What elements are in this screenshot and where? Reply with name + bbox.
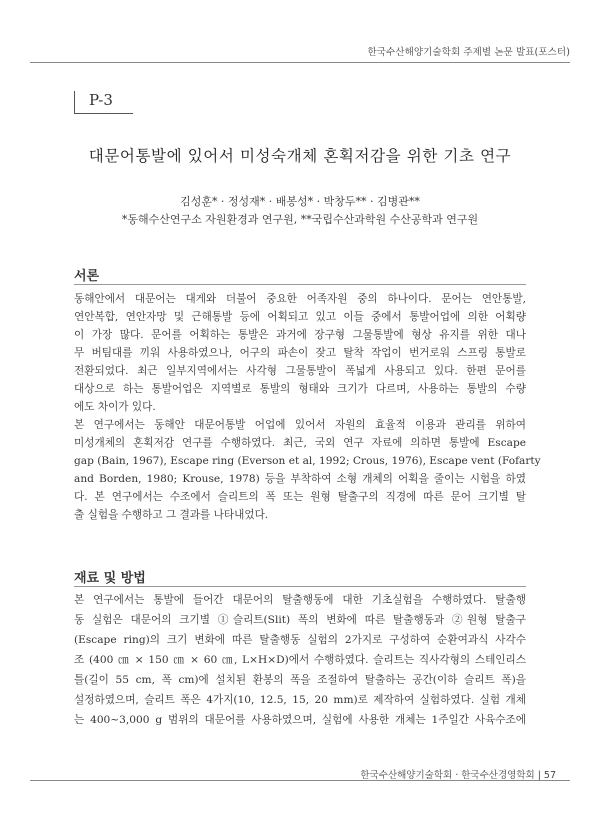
- paragraph-line: 조 (400 ㎝ × 150 ㎝ × 60 ㎝, L×H×D)에서 수행하였다. 슬리트는 직사각형의 스테인리스: [74, 654, 526, 666]
- section-rule: [74, 586, 526, 587]
- header-rule: [30, 62, 570, 63]
- section-rule: [74, 284, 526, 285]
- paragraph-line: gap (Bain, 1967), Escape ring (Everson et al, 1992; Crous, 1976), Escape vent (Fofarty: [74, 455, 541, 467]
- paragraph-line: 본 연구에서는 동해안 대문어통발 어업에 있어서 자원의 효율적 이용과 관리를 위하여: [74, 419, 526, 431]
- paragraph-line: 본 연구에서는 통발에 들어간 대문어의 탈출행동에 대한 기초실험을 수행하였다. 탈출행: [74, 594, 526, 606]
- paragraph-line: 무 버팀대를 끼워 사용하였으나, 어구의 파손이 잦고 탈착 작업이 번거로워 스프링 통발로: [74, 347, 526, 359]
- paragraph-line: 이 가장 많다. 문어를 어획하는 통발은 과거에 장구형 그물통발에 형상 유지를 위한 대나: [74, 329, 526, 341]
- paragraph-line: 틀(길이 55 cm, 폭 cm)에 설치된 환봉의 폭을 조절하여 탈출하는 공간(이하 슬리트 폭)을: [74, 674, 526, 686]
- footer-rule: [30, 780, 570, 781]
- paragraph-line: 동해안에서 대문어는 대게와 더불어 중요한 어족자원 중의 하나이다. 문어는 연안통발,: [74, 293, 526, 305]
- paragraph-line: 대상으로 하는 통발어업은 지역별로 통발의 형태와 크기가 다르며, 사용하는 통발의 수량: [74, 383, 526, 395]
- paragraph-line: (Escape ring)의 크기 변화에 따른 탈출행동 실험의 2가지로 구성하여 순환여과식 사각수: [74, 634, 526, 646]
- section-title-methods: 재료 및 방법: [74, 571, 146, 586]
- paragraph-line: 전환되었다. 최근 일부지역에서는 사각형 그물통발이 폭넓게 사용되고 있다. 한편 문어를: [74, 365, 526, 377]
- affiliation: *동해수산연구소 자원환경과 연구원, **국립수산과학원 수산공학과 연구원: [121, 213, 479, 226]
- running-header: 한국수산해양기술학회 주제별 논문 발표(포스터): [367, 47, 570, 58]
- paragraph-line: 는 400~3,000 g 범위의 대문어를 사용하였으며, 실험에 사용한 개체는 1주일간 사육수조에: [74, 714, 526, 726]
- paragraph-line: 다. 본 연구에서는 수조에서 슬리트의 폭 또는 원형 탈출구의 직경에 따른 문어 크기별 탈: [74, 491, 526, 503]
- paragraph-line: 미성개체의 혼획저감 연구를 수행하였다. 최근, 국외 연구 자료에 의하면 통발에 Escape: [74, 437, 526, 449]
- poster-label: [74, 91, 133, 114]
- paragraph-line: and Borden, 1980; Krouse, 1978) 등을 부착하여 소형 개체의 어획을 줄이는 시험을 하였: [74, 473, 526, 485]
- section-title-introduction: 서론: [74, 269, 100, 284]
- paragraph-line: 동 실험은 대문어의 크기별 ①슬리트(Slit) 폭의 변화에 따른 탈출행동과 ②원형 탈출구: [74, 614, 526, 626]
- author-list: 김성훈* · 정성재* · 배봉성* · 박창두** · 김병관**: [180, 195, 420, 208]
- paper-title: 대문어통발에 있어서 미성숙개체 혼획저감을 위한 기초 연구: [88, 147, 512, 165]
- paragraph-line: 에도 차이가 있다.: [74, 401, 156, 413]
- paragraph-line: 연안복합, 연안자망 및 근해통발 등에 어획되고 있고 이들 중에서 통발어업에 의한 어획량: [74, 311, 526, 323]
- poster-label-text: P-3: [89, 91, 113, 109]
- running-footer: 한국수산해양기술학회 · 한국수산경영학회 | 57: [360, 770, 556, 781]
- paragraph-line: 설정하였으며, 슬리트 폭은 4가지(10, 12.5, 15, 20 mm)로 제작하여 실험하였다. 실험 개체: [74, 694, 526, 706]
- paragraph-line: 출 실험을 수행하고 그 결과를 나타내었다.: [74, 509, 269, 521]
